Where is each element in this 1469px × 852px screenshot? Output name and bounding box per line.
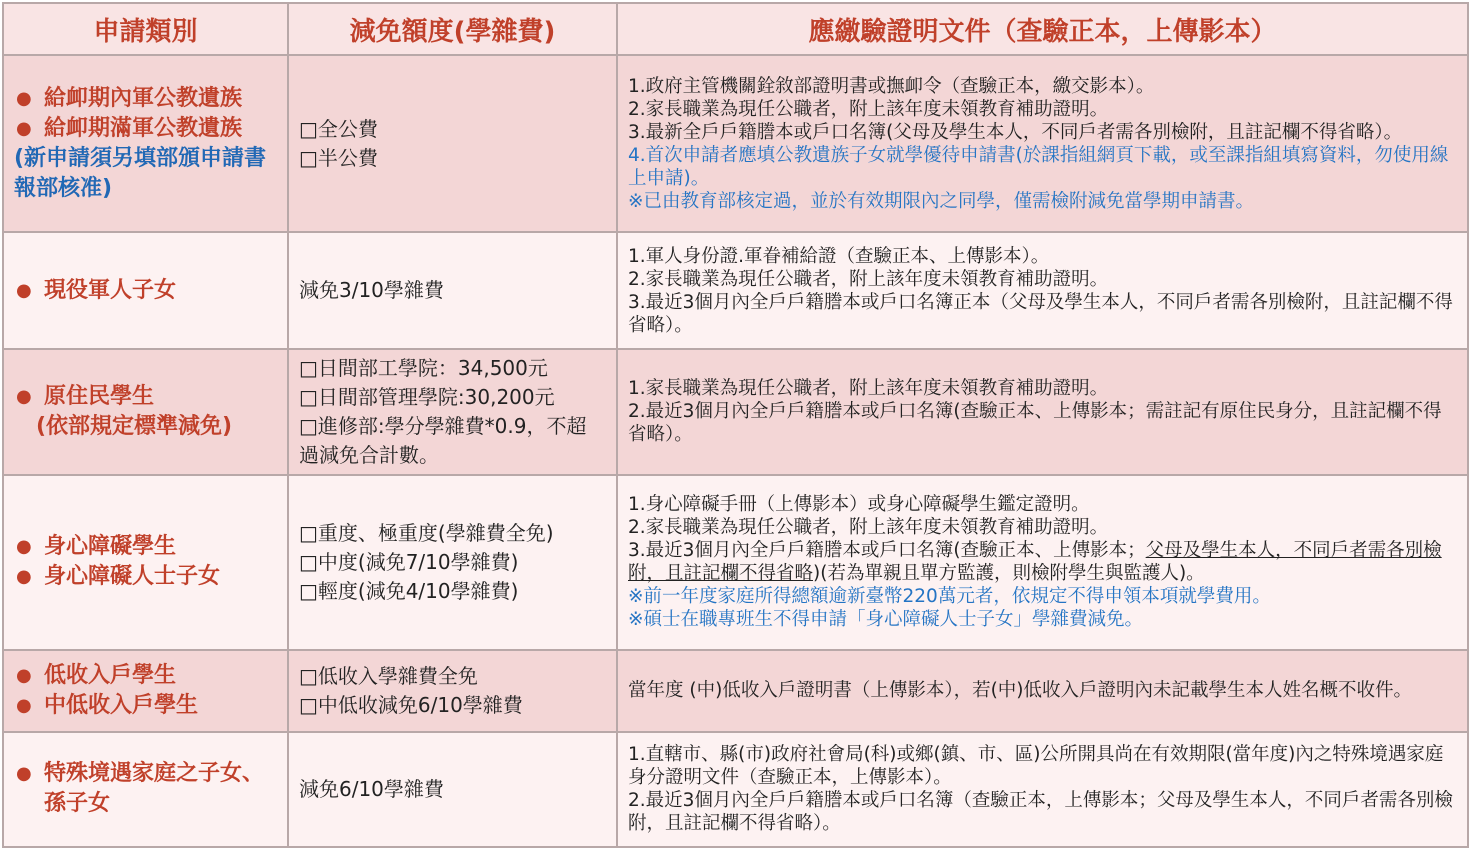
- document-note: ※碩士在職專班生不得申請「身心障礙人士子女」學雜費減免。: [628, 609, 1144, 631]
- document-line: 1.身心障礙手冊（上傳影本）或身心障礙學生鑑定證明。: [628, 494, 1090, 516]
- category-item: ● 低收入戶學生: [14, 661, 277, 691]
- table-row: [3, 650, 1468, 732]
- header-category: 申請類別: [3, 3, 288, 55]
- amount-option: □中度(減免7/10學雜費): [299, 549, 519, 574]
- documents-cell: [617, 732, 1468, 847]
- category-item: ● 身心障礙人士子女: [14, 562, 277, 592]
- document-line: 1.直轄市、縣(市)政府社會局(科)或鄉(鎮、市、區)公所開具尚在有效期限(當年度)內之特殊境遇家庭身分證明文件（查驗正本，上傳影本）。: [628, 744, 1444, 789]
- category-cell: [3, 232, 288, 349]
- document-note: ※前一年度家庭所得總額逾新臺幣220萬元者，依規定不得申領本項就學費用。: [628, 586, 1271, 608]
- header-documents: 應繳驗證明文件（查驗正本，上傳影本）: [617, 3, 1468, 55]
- category-cell: [3, 732, 288, 847]
- amount-cell: [288, 232, 617, 349]
- document-line: 1.家長職業為現任公職者，附上該年度未領教育補助證明。: [628, 378, 1109, 400]
- document-line: 3.最新全戶戶籍謄本或戶口名簿(父母及學生本人，不同戶者需各別檢附，且註記欄不得省略）。: [628, 121, 1403, 143]
- documents-cell: [617, 55, 1468, 232]
- category-item: ● 身心障礙學生: [14, 532, 277, 562]
- table-row: [3, 349, 1468, 474]
- amount-cell: [288, 732, 617, 847]
- category-item: ● 特殊境遇家庭之子女、孫子女: [14, 759, 277, 819]
- document-line: 1.軍人身份證.軍眷補給證（查驗正本、上傳影本）。: [628, 245, 1050, 267]
- amount-cell: [288, 650, 617, 732]
- category-item: ● 給卹期內軍公教遺族: [14, 84, 277, 114]
- header-row: [3, 3, 1468, 55]
- document-underlined-text: 父母及學生本人，不同戶者需各別檢附，且註記欄不得省略: [628, 540, 1442, 585]
- amount-cell: [288, 55, 617, 232]
- amount-option: □低收入學雜費全免: [299, 663, 478, 688]
- amount-option: □輕度(減免4/10學雜費): [299, 578, 519, 603]
- documents-cell: [617, 232, 1468, 349]
- category-note: (新申請須另填部頒申請書報部核准): [14, 145, 267, 201]
- document-text: 3.最近3個月內全戶戶籍謄本或戶口名簿(查驗正本、上傳影本；: [628, 540, 1146, 562]
- document-line: 2.家長職業為現任公職者，附上該年度未領教育補助證明。: [628, 98, 1109, 120]
- header-amount: 減免額度(學雜費): [288, 3, 617, 55]
- amount-cell: [288, 349, 617, 474]
- document-line: [628, 539, 1457, 585]
- amount-option: □日間部工學院：34,500元: [299, 355, 548, 380]
- document-line: 2.家長職業為現任公職者，附上該年度未領教育補助證明。: [628, 268, 1109, 290]
- documents-cell: [617, 475, 1468, 650]
- table-row: [3, 732, 1468, 847]
- category-item: ● 中低收入戶學生: [14, 691, 277, 721]
- table-row: [3, 232, 1468, 349]
- amount-cell: [288, 475, 617, 650]
- amount-option: □重度、極重度(學雜費全免): [299, 520, 554, 545]
- document-line: 2.最近3個月內全戶戶籍謄本或戶口名簿(查驗正本、上傳影本；需註記有原住民身分，且註記欄不得省略）。: [628, 401, 1442, 446]
- document-line: 當年度 (中)低收入戶證明書（上傳影本），若(中)低收入戶證明內未記載學生本人姓名概不收件。: [628, 680, 1413, 702]
- document-text: )(若為單親且單方監護，則檢附學生與監護人)。: [813, 563, 1205, 585]
- category-cell: [3, 475, 288, 650]
- document-line: 3.最近3個月內全戶戶籍謄本或戶口名簿正本（父母及學生本人，不同戶者需各別檢附，且註記欄不得省略）。: [628, 291, 1453, 336]
- tuition-reduction-table: [2, 2, 1469, 848]
- amount-option: □進修部:學分學雜費*0.9，不超過減免合計數。: [299, 413, 587, 467]
- category-cell: [3, 650, 288, 732]
- category-cell: [3, 349, 288, 474]
- documents-cell: [617, 349, 1468, 474]
- category-item: ● 原住民學生: [14, 382, 277, 412]
- amount-option: □日間部管理學院:30,200元: [299, 384, 555, 409]
- table-row: [3, 475, 1468, 650]
- documents-cell: [617, 650, 1468, 732]
- document-line: 2.最近3個月內全戶戶籍謄本或戶口名簿（查驗正本，上傳影本；父母及學生本人，不同戶者需各別檢附，且註記欄不得省略）。: [628, 790, 1453, 835]
- category-item: ● 給卹期滿軍公教遺族: [14, 114, 277, 144]
- amount-option: □全公費: [299, 116, 378, 141]
- amount-option: 減免3/10學雜費: [299, 278, 444, 303]
- document-line: 2.家長職業為現任公職者，附上該年度未領教育補助證明。: [628, 517, 1109, 539]
- document-line: 1.政府主管機關銓敘部證明書或撫卹令（查驗正本，繳交影本）。: [628, 75, 1155, 97]
- amount-option: □中低收減免6/10學雜費: [299, 692, 523, 717]
- category-subtitle: (依部規定標準減免): [36, 413, 233, 439]
- amount-option: □半公費: [299, 145, 378, 170]
- amount-option: 減免6/10學雜費: [299, 776, 444, 801]
- category-cell: [3, 55, 288, 232]
- document-note: 4.首次申請者應填公教遺族子女就學優待申請書(於課指組網頁下載，或至課指組填寫資料，勿使用線上申請)。: [628, 144, 1449, 189]
- table-row: [3, 55, 1468, 232]
- document-note: ※已由教育部核定過，並於有效期限內之同學，僅需檢附減免當學期申請書。: [628, 190, 1255, 212]
- category-item: ● 現役軍人子女: [14, 276, 277, 306]
